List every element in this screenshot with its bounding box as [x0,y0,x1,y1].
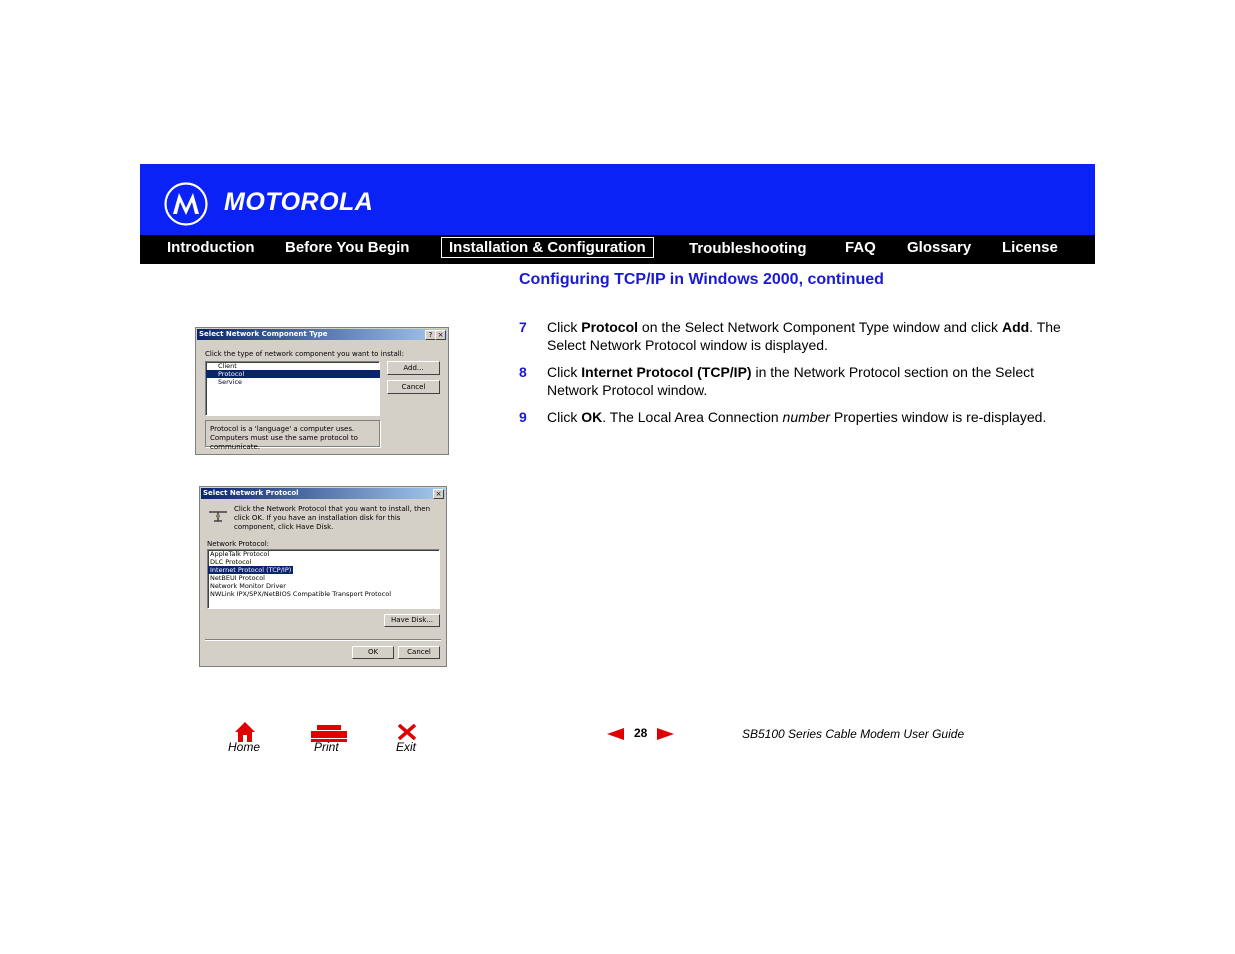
nav-faq[interactable]: FAQ [845,239,876,256]
network-protocol-icon [208,509,228,523]
list-item[interactable]: AppleTalk Protocol [210,550,270,558]
list-item[interactable]: Network Monitor Driver [210,582,286,590]
add-button[interactable]: Add... [387,361,440,375]
list-item[interactable]: Protocol [206,370,379,378]
nav-license[interactable]: License [1002,239,1058,256]
guide-title: SB5100 Series Cable Modem User Guide [742,727,965,741]
network-protocol-label: Network Protocol: [207,540,270,548]
step-number: 8 [519,364,527,380]
list-item[interactable]: Service [218,378,243,386]
dialog-title: Select Network Component Type [197,329,447,340]
step-9: 9 Click OK. The Local Area Connection number Properties window is re-displayed. [519,409,1047,425]
nav-glossary[interactable]: Glossary [907,239,972,256]
nav-introduction[interactable]: Introduction [167,239,255,256]
nav-before-you-begin[interactable]: Before You Begin [285,239,410,256]
dialog-prompt: Click the type of network component you want to install: [205,350,405,358]
dialog-instructions: Click the Network Protocol that you want to install, then click OK. If you have an installation disk for this component, click Have Disk. [234,505,431,531]
step-7: 7 Click Protocol on the Select Network Component Type window and click Add. The Select Network Protocol window is displayed. [519,319,1061,353]
step-8: 8 Click Internet Protocol (TCP/IP) in the Network Protocol section on the Select Network Protocol window. [519,364,1035,398]
close-button[interactable]: × [433,489,444,499]
exit-icon[interactable] [398,724,416,740]
home-link[interactable]: Home [228,740,261,754]
top-nav [140,235,1095,264]
print-link[interactable]: Print [314,740,339,754]
list-item[interactable]: NetBEUI Protocol [210,574,265,582]
exit-link[interactable]: Exit [396,740,417,754]
motorola-logo-icon [164,182,208,226]
step-list [519,318,1079,435]
have-disk-button[interactable]: Have Disk... [384,614,440,627]
nav-installation-configuration[interactable]: Installation & Configuration [441,237,654,258]
ok-button[interactable]: OK [352,646,394,659]
cancel-button[interactable]: Cancel [398,646,440,659]
component-type-list[interactable] [205,361,380,416]
previous-page-arrow-icon[interactable] [607,728,624,740]
dialog-title: Select Network Protocol [201,488,445,499]
step-number: 7 [519,319,527,335]
list-item[interactable]: NWLink IPX/SPX/NetBIOS Compatible Transport Protocol [210,590,391,598]
list-item[interactable]: DLC Protocol [210,558,252,566]
description-text: Protocol is a 'language' a computer uses. Computers must use the same protocol to communicate. [210,425,358,451]
separator [205,639,441,641]
network-protocol-list[interactable] [207,549,440,609]
select-network-protocol-dialog [199,486,447,667]
close-button[interactable]: × [435,330,446,340]
list-item[interactable]: Internet Protocol (TCP/IP) [210,566,292,574]
nav-troubleshooting[interactable]: Troubleshooting [689,240,807,257]
select-network-component-type-dialog [195,327,449,455]
step-number: 9 [519,409,527,425]
description-box [205,420,380,451]
section-title: Configuring TCP/IP in Windows 2000, continued [519,271,884,288]
page-number: 28 [634,726,648,740]
next-page-arrow-icon[interactable] [657,728,674,740]
list-item[interactable]: Client [218,362,237,370]
header-banner [140,164,1095,235]
cancel-button[interactable]: Cancel [387,380,440,394]
brand-name: MOTOROLA [224,188,374,216]
help-button[interactable]: ? [425,330,436,340]
